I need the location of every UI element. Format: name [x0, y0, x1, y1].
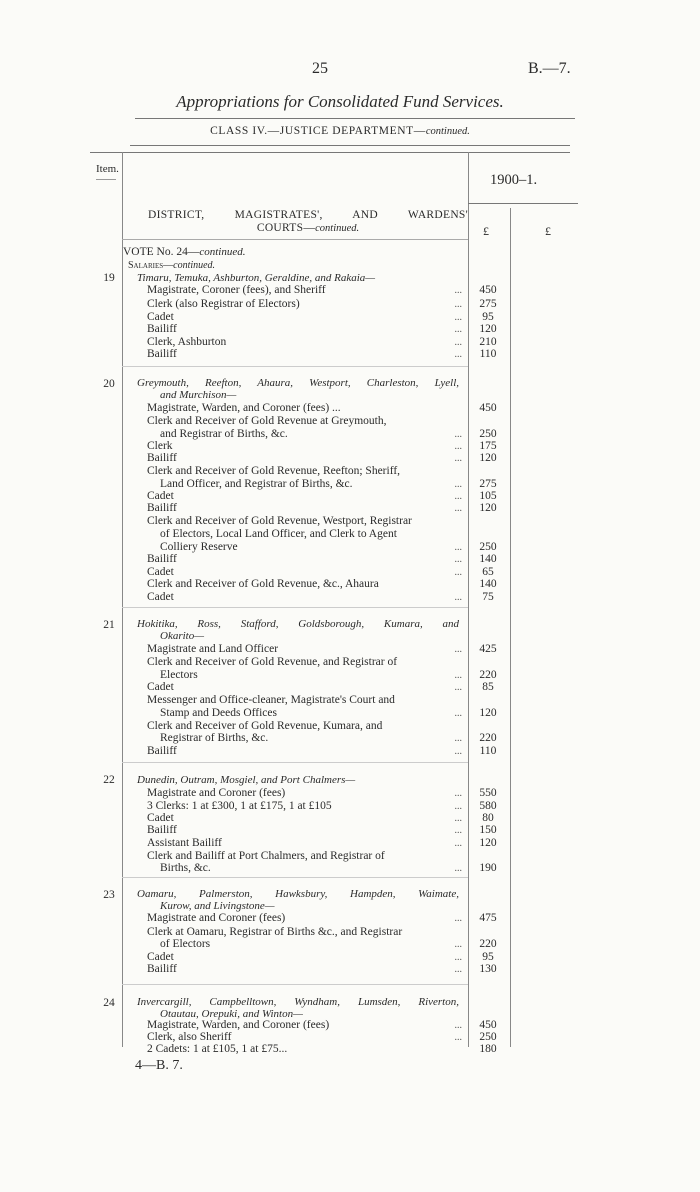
- page-number: 25: [312, 60, 328, 77]
- salary-description: Cadet: [147, 681, 174, 693]
- dot-leader: ...: [454, 503, 462, 514]
- district-name-continued: Otautau, Orepuki, and Winton—: [160, 1008, 303, 1020]
- salaries-label-text: Salaries—: [128, 260, 174, 271]
- salary-description: Clerk and Receiver of Gold Revenue, and Registrar of: [147, 656, 398, 668]
- item-number: 23: [103, 889, 115, 901]
- salary-description: Bailiff: [147, 824, 177, 836]
- salary-amount: 120: [479, 323, 497, 335]
- district-name-continued: Okarito—: [160, 630, 204, 642]
- item-column-header: Item.: [96, 163, 119, 175]
- vote-label-suffix: continued.: [199, 246, 246, 258]
- dot-leader: ...: [454, 337, 462, 348]
- heading-rule: [122, 239, 468, 240]
- vote-label: [123, 246, 245, 258]
- salary-description: Clerk and Receiver of Gold Revenue, &c., Ahaura: [147, 578, 379, 590]
- year-header-rule: [468, 203, 578, 204]
- salary-line: [147, 681, 466, 694]
- dot-leader: ...: [454, 733, 462, 744]
- salary-amount: 450: [479, 402, 497, 414]
- dot-leader: ...: [454, 838, 462, 849]
- district-name: Greymouth, Reefton, Ahaura, Westport, Charleston, Lyell,: [137, 377, 459, 389]
- dot-leader: ...: [454, 644, 462, 655]
- salary-description: Clerk: [147, 440, 173, 452]
- item-separator: [122, 984, 468, 985]
- salary-description: Registrar of Births, &c.: [160, 732, 269, 744]
- salary-description: 3 Clerks: 1 at £300, 1 at £175, 1 at £105: [147, 800, 332, 812]
- salary-amount: 120: [479, 452, 497, 464]
- dot-leader: ...: [454, 1020, 462, 1031]
- section-heading: DISTRICT, MAGISTRATES', AND WARDENS': [148, 209, 468, 221]
- salary-description: 2 Cadets: 1 at £105, 1 at £75...: [147, 1043, 288, 1055]
- salary-line: [160, 938, 466, 951]
- dot-leader: ...: [454, 592, 462, 603]
- salary-description: Magistrate, Warden, and Coroner (fees) ...: [147, 402, 341, 414]
- salary-line: [160, 862, 466, 875]
- dot-leader: ...: [454, 913, 462, 924]
- salary-line: [147, 694, 466, 707]
- salary-line: [147, 963, 466, 976]
- salary-description: Bailiff: [147, 348, 177, 360]
- salary-line: [147, 348, 466, 361]
- salary-description: Messenger and Office-cleaner, Magistrate's Court and: [147, 694, 395, 706]
- dot-leader: ...: [454, 349, 462, 360]
- salary-line: [147, 502, 466, 515]
- district-name-continued: Kurow, and Livingstone—: [160, 900, 275, 912]
- salary-line: [147, 745, 466, 758]
- salary-line: [147, 402, 466, 415]
- district-name-continued: and Murchison—: [160, 389, 237, 401]
- salary-description: Bailiff: [147, 553, 177, 565]
- salary-line: [147, 643, 466, 656]
- section-heading-line2: [148, 222, 468, 234]
- dot-leader: ...: [454, 825, 462, 836]
- salary-amount: 275: [479, 478, 497, 490]
- dot-leader: ...: [454, 567, 462, 578]
- dot-leader: ...: [454, 813, 462, 824]
- item-separator: [122, 877, 468, 878]
- class-heading: [0, 125, 680, 137]
- class-heading-text: CLASS IV.—JUSTICE DEPARTMENT—: [210, 125, 426, 137]
- district-name: Invercargill, Campbelltown, Wyndham, Lumsden, Riverton,: [137, 996, 459, 1008]
- table-top-rule: [90, 152, 570, 153]
- dot-leader: ...: [454, 542, 462, 553]
- page-title: Appropriations for Consolidated Fund Services.: [176, 92, 504, 111]
- district-name: Dunedin, Outram, Mosgiel, and Port Chalmers—: [137, 774, 356, 786]
- vote-label-text: VOTE No. 24—: [123, 246, 200, 258]
- dot-leader: ...: [454, 708, 462, 719]
- total-column-divider: [510, 208, 511, 1047]
- salary-description: Magistrate and Coroner (fees): [147, 912, 286, 924]
- salary-description: Magistrate and Land Officer: [147, 643, 279, 655]
- salary-line: [147, 578, 466, 591]
- item-separator: [122, 366, 468, 367]
- salary-description: Births, &c.: [160, 862, 211, 874]
- salary-description: Clerk and Receiver of Gold Revenue, Westport, Registrar: [147, 515, 412, 527]
- item-number: 21: [103, 619, 115, 631]
- salary-line: [147, 323, 466, 336]
- salary-description: Bailiff: [147, 502, 177, 514]
- salary-description: Cadet: [147, 591, 174, 603]
- salary-description: Clerk and Receiver of Gold Revenue at Greymouth,: [147, 415, 387, 427]
- item-column-divider: [122, 152, 123, 1047]
- salary-description: Cadet: [147, 566, 174, 578]
- salary-line: [160, 707, 466, 720]
- salary-amount: 275: [479, 298, 497, 310]
- salary-amount: 140: [479, 578, 497, 590]
- salary-description: Bailiff: [147, 963, 177, 975]
- salary-description: Colliery Reserve: [160, 541, 238, 553]
- title-rule: [135, 118, 575, 119]
- salary-line: [160, 528, 466, 541]
- salary-line: [160, 732, 466, 745]
- dot-leader: ...: [454, 788, 462, 799]
- salary-description: Bailiff: [147, 323, 177, 335]
- salary-amount: 250: [479, 1031, 497, 1043]
- salary-amount: 550: [479, 787, 497, 799]
- item-separator: [122, 607, 468, 608]
- item-separator: [122, 762, 468, 763]
- salary-line: [147, 298, 466, 311]
- salary-line: [147, 591, 466, 604]
- dot-leader: ...: [454, 682, 462, 693]
- salary-description: and Registrar of Births, &c.: [160, 428, 288, 440]
- dot-leader: ...: [454, 312, 462, 323]
- salary-description: Bailiff: [147, 452, 177, 464]
- item-header-underline: [96, 179, 116, 180]
- salary-amount: 120: [479, 707, 497, 719]
- salary-line: [147, 837, 466, 850]
- salary-description: Stamp and Deeds Offices: [160, 707, 277, 719]
- salary-amount: 220: [479, 669, 497, 681]
- salary-amount: 95: [482, 311, 494, 323]
- salary-line: [147, 284, 466, 297]
- salary-line: [147, 452, 466, 465]
- salary-description: Cadet: [147, 311, 174, 323]
- salary-line: [147, 553, 466, 566]
- salary-line: [147, 656, 466, 669]
- section-heading-line2-text: COURTS—: [256, 222, 316, 234]
- salary-amount: 140: [479, 553, 497, 565]
- currency-label-2: £: [545, 224, 551, 238]
- salary-description: Bailiff: [147, 745, 177, 757]
- dot-leader: ...: [454, 285, 462, 296]
- dot-leader: ...: [454, 554, 462, 565]
- salary-amount: 220: [479, 732, 497, 744]
- salary-amount: 110: [479, 745, 497, 757]
- salary-description: Magistrate, Warden, and Coroner (fees): [147, 1019, 330, 1031]
- dot-leader: ...: [454, 453, 462, 464]
- salary-amount: 65: [482, 566, 494, 578]
- class-heading-suffix: continued.: [425, 126, 470, 137]
- salaries-label: [128, 260, 215, 271]
- dot-leader: ...: [454, 479, 462, 490]
- salary-amount: 85: [482, 681, 494, 693]
- salary-amount: 120: [479, 502, 497, 514]
- salary-line: [147, 515, 466, 528]
- salary-description: Magistrate, Coroner (fees), and Sheriff: [147, 284, 326, 296]
- salary-description: Cadet: [147, 951, 174, 963]
- salary-amount: 80: [482, 812, 494, 824]
- salary-line: [147, 465, 466, 478]
- salary-description: Clerk and Receiver of Gold Revenue, Kumara, and: [147, 720, 383, 732]
- salary-amount: 250: [479, 541, 497, 553]
- salary-description: Magistrate and Coroner (fees): [147, 787, 286, 799]
- class-rule: [130, 145, 570, 146]
- dot-leader: ...: [454, 299, 462, 310]
- dot-leader: ...: [454, 746, 462, 757]
- dot-leader: ...: [454, 324, 462, 335]
- salary-description: Assistant Bailiff: [147, 837, 222, 849]
- salary-amount: 150: [479, 824, 497, 836]
- salary-line: [147, 787, 466, 800]
- salary-amount: 130: [479, 963, 497, 975]
- salary-amount: 120: [479, 837, 497, 849]
- salary-description: Cadet: [147, 490, 174, 502]
- salary-line: [147, 824, 466, 837]
- salary-description: Clerk and Bailiff at Port Chalmers, and Registrar of: [147, 850, 385, 862]
- salary-description: Clerk, Ashburton: [147, 336, 227, 348]
- salary-amount: 95: [482, 951, 494, 963]
- salary-amount: 180: [479, 1043, 497, 1055]
- salary-description: Cadet: [147, 812, 174, 824]
- salary-amount: 210: [479, 336, 497, 348]
- district-name: Timaru, Temuka, Ashburton, Geraldine, and Rakaia—: [137, 272, 376, 284]
- item-number: 24: [103, 997, 115, 1009]
- dot-leader: ...: [454, 441, 462, 452]
- salary-description: of Electors, Local Land Officer, and Clerk to Agent: [160, 528, 397, 540]
- currency-label-1: £: [483, 224, 489, 238]
- section-heading-line2-suffix: continued.: [315, 223, 360, 234]
- amount-column-divider: [468, 152, 469, 1047]
- salary-description: Clerk at Oamaru, Registrar of Births &c., and Registrar: [147, 926, 403, 938]
- dot-leader: ...: [454, 1032, 462, 1043]
- salary-amount: 580: [479, 800, 497, 812]
- dot-leader: ...: [454, 964, 462, 975]
- dot-leader: ...: [454, 429, 462, 440]
- salary-amount: 450: [479, 1019, 497, 1031]
- footer-signature: 4—B. 7.: [135, 1058, 183, 1073]
- salary-amount: 220: [479, 938, 497, 950]
- salary-description: Land Officer, and Registrar of Births, &c.: [160, 478, 353, 490]
- item-number: 20: [103, 378, 115, 390]
- salary-amount: 190: [479, 862, 497, 874]
- district-name: Hokitika, Ross, Stafford, Goldsborough, Kumara, and: [137, 618, 459, 630]
- dot-leader: ...: [454, 670, 462, 681]
- salary-amount: 175: [479, 440, 497, 452]
- salary-description: Clerk (also Registrar of Electors): [147, 298, 300, 310]
- document-code: B.—7.: [528, 60, 571, 77]
- item-number: 19: [103, 272, 115, 284]
- district-name: Oamaru, Palmerston, Hawksbury, Hampden, Waimate,: [137, 888, 459, 900]
- dot-leader: ...: [454, 491, 462, 502]
- salary-description: Clerk and Receiver of Gold Revenue, Reefton; Sheriff,: [147, 465, 401, 477]
- salary-amount: 105: [479, 490, 497, 502]
- salary-line: [147, 912, 466, 925]
- salary-amount: 450: [479, 284, 497, 296]
- salary-amount: 250: [479, 428, 497, 440]
- salary-description: of Electors: [160, 938, 211, 950]
- item-number: 22: [103, 774, 115, 786]
- salary-description: Electors: [160, 669, 198, 681]
- salary-line: [147, 1043, 466, 1056]
- salary-amount: 75: [482, 591, 494, 603]
- dot-leader: ...: [454, 939, 462, 950]
- salary-line: [147, 415, 466, 428]
- dot-leader: ...: [454, 863, 462, 874]
- salary-amount: 475: [479, 912, 497, 924]
- salary-amount: 110: [479, 348, 497, 360]
- salary-description: Clerk, also Sheriff: [147, 1031, 232, 1043]
- dot-leader: ...: [454, 952, 462, 963]
- salary-amount: 425: [479, 643, 497, 655]
- dot-leader: ...: [454, 801, 462, 812]
- year-column-header: 1900–1.: [490, 172, 538, 188]
- salaries-label-suffix: continued.: [173, 260, 216, 271]
